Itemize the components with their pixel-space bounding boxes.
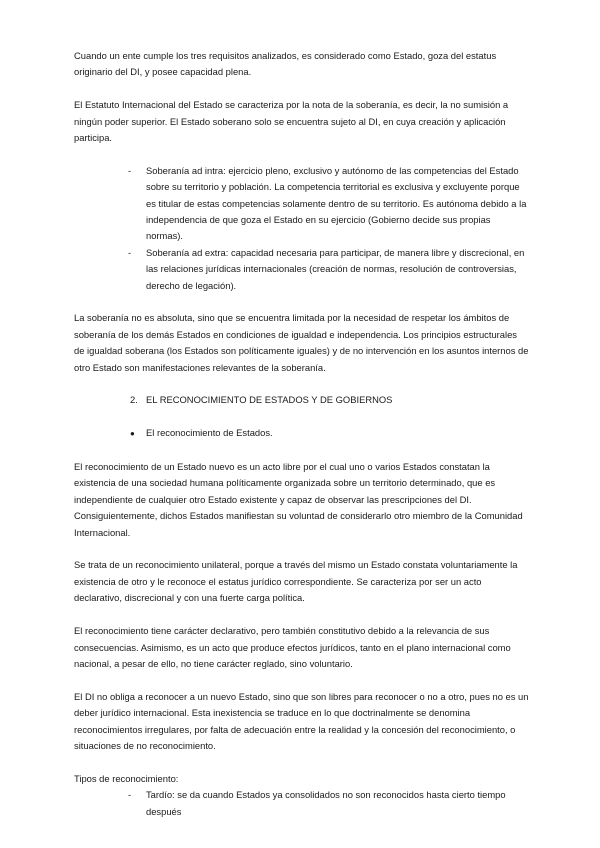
list-item-tardio [128,787,530,820]
paragraph-tipos-label: Tipos de reconocimiento: [74,772,179,784]
section-number: 2. [130,394,138,406]
paragraph-definicion-reconocimiento: El reconocimiento de un Estado nuevo es un acto libre por el cual uno o varios Estados constatan la existencia de una sociedad humana políticamente organizada sobre un territorio determinado, que es independiente de cualquier otro Estado existente y capaz de observar las prescripciones del DI. Consiguientemente, dichos Estados manifiestan su voluntad de considerarlo otro miembro de la Comunidad Internacional. [74,461,523,538]
paragraph-reconocimiento-unilateral: Se trata de un reconocimiento unilateral, porque a través del mismo un Estado constata voluntariamente la existencia de otro y le reconoce el estatus jurídico correspondiente. Se caracteriza por ser un acto declarativo, discrecional y con una fuerte carga política. [74,559,518,604]
subheading-text: El reconocimiento de Estados. [146,427,273,439]
list-item-text: Soberanía ad extra: capacidad necesaria para participar, de manera libre y discrecional, en las relaciones jurídicas internacionales (creación de normas, resolución de controversias, derecho de legación). [146,246,525,291]
document-page [74,48,530,820]
paragraph-estado-capacidad: Cuando un ente cumple los tres requisitos analizados, es considerado como Estado, goza del estatus originario del DI, y posee capacidad plena. [74,50,497,78]
list-item-soberania-ad-intra [128,163,530,245]
list-item-soberania-ad-extra [128,245,530,294]
soberania-list [74,163,530,294]
dash-marker: - [128,164,132,176]
paragraph-no-obligacion: El DI no obliga a reconocer a un nuevo Estado, sino que son libres para reconocer o no a otro, pues no es un deber jurídico internacional. Esta inexistencia se traduce en lo que doctrinalmente se denomina reconocimientos irregulares, por falta de adecuación entre la realidad y la concesión del reconocimiento, o situaciones de no reconocimiento. [74,690,529,751]
tipos-list [74,787,530,820]
section-heading [74,392,530,408]
dash-marker: - [128,789,132,801]
list-item-text: Tardío: se da cuando Estados ya consolidados no son reconocidos hasta cierto tiempo después [146,789,506,817]
dash-marker: - [128,246,132,258]
paragraph-estatuto-internacional: El Estatuto Internacional del Estado se caracteriza por la nota de la soberanía, es decir, la no sumisión a ningún poder superior. El Estado soberano solo se encuentra sujeto al DI, en cuya creación y aplicación participa. [74,99,509,144]
paragraph-caracter-declarativo: El reconocimiento tiene carácter declarativo, pero también constitutivo debido a la relevancia de sus consecuencias. Asimismo, es un acto que produce efectos jurídicos, tanto en el plano internacional como nacional, a pesar de ello, no tiene carácter reglado, sino voluntario. [74,625,511,669]
bullet-icon: ● [130,429,135,439]
section-title: EL RECONOCIMIENTO DE ESTADOS Y DE GOBIERNOS [146,394,393,406]
paragraph-soberania-limitada: La soberanía no es absoluta, sino que se encuentra limitada por la necesidad de respetar los ámbitos de soberanía de los demás Estados en condiciones de igualdad e independencia. Los principios estructurales de igualdad soberana (los Estados son políticamente iguales) y de no intervención en los asuntos internos de otro Estado son manifestaciones relevantes de la soberanía. [74,312,529,373]
list-item-text: Soberanía ad intra: ejercicio pleno, exclusivo y autónomo de las competencias del Estado sobre su territorio y población. La competencia territorial es exclusiva y excluyente porque es titular de estas competencias solamente dentro de su territorio. Es autónoma debido a la independencia de que goza el Estado en su ejercicio (Gobierno decide sus propias normas). [146,164,527,242]
subheading [74,425,530,442]
spacer [74,294,530,310]
